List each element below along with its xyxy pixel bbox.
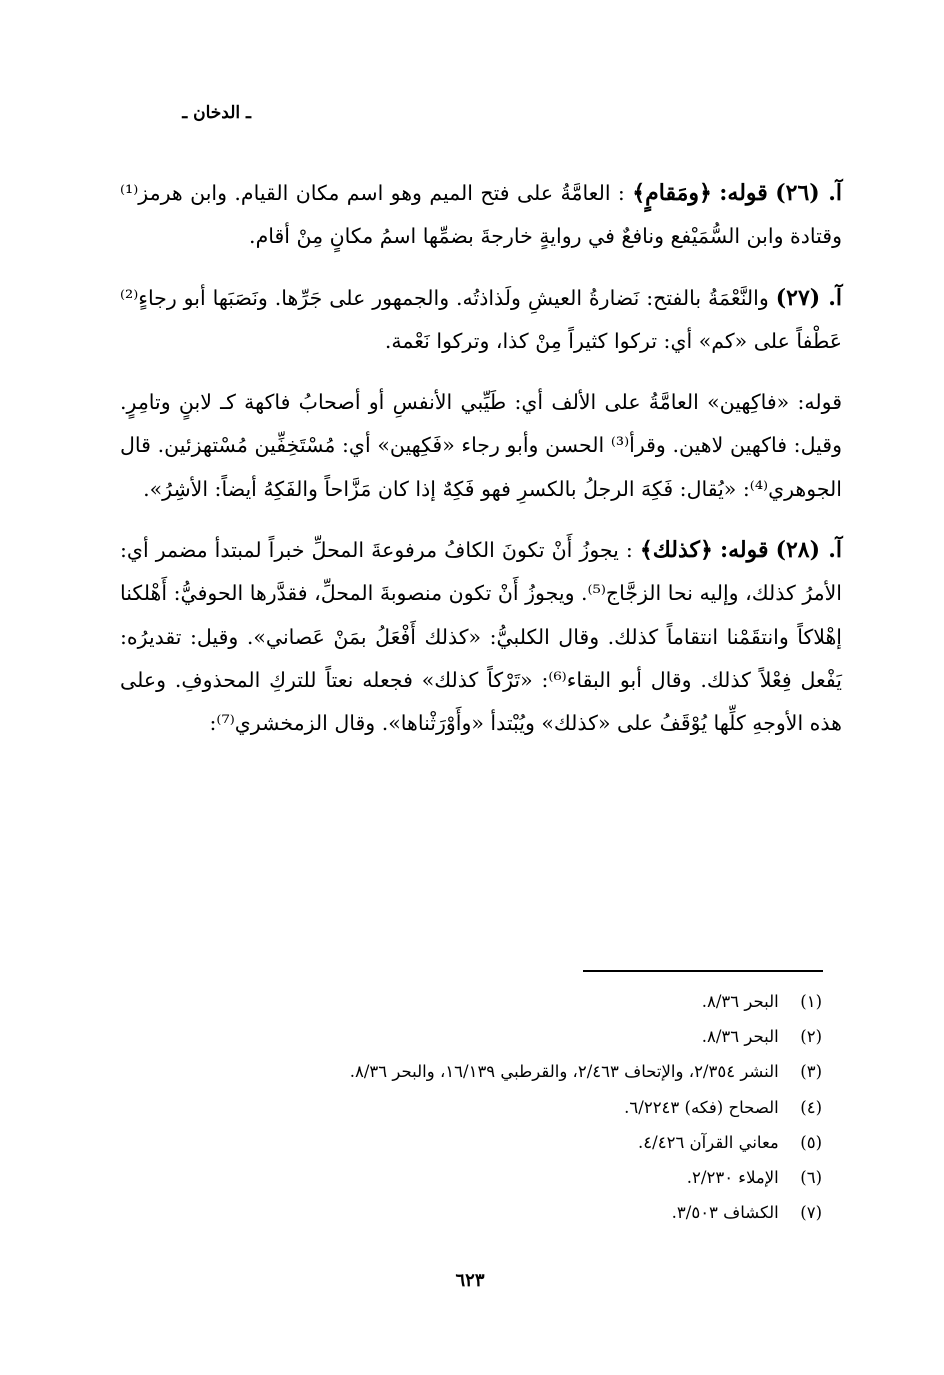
paragraph-fakihin <box>120 381 842 511</box>
footnote <box>150 1195 822 1230</box>
paragraph-28 <box>120 529 842 745</box>
paragraph-text: والنَّعْمَةُ بالفتح: نَضارةُ العيشِ ولَذاذتُه. والجمهور على جَرِّها. ونَصَبَها أبو رجاءٍ⁽²⁾ عَطْفاً على «كم» أي: تركوا كثيراً مِنْ كذا، وتركوا نَعْمة. <box>120 285 842 353</box>
footnote-text: البحر ٨/٣٦. <box>701 1027 779 1047</box>
footnote-number: (٥) <box>800 1132 822 1152</box>
footnote-number: (١) <box>800 992 822 1011</box>
footnote <box>150 1019 822 1054</box>
footnote-text: معاني القرآن ٤/٤٢٦. <box>638 1132 779 1152</box>
footnote-divider <box>583 970 823 972</box>
footnote <box>150 1054 822 1089</box>
footnote-text: الكشاف ٣/٥٠٣. <box>671 1203 779 1223</box>
verse-number: آ. (٢٦) <box>775 180 842 206</box>
footnote <box>150 1090 822 1125</box>
lead-word: قوله: <box>719 180 768 206</box>
footnote <box>150 1160 822 1195</box>
quranic-word: ﴿كذلك﴾ <box>639 537 713 564</box>
main-text <box>120 172 842 764</box>
paragraph-text: قوله: «فاكِهين» العامَّةُ على الألف أي: طَيِّبي الأنفسِ أو أصحابُ فاكهة كـ لابنٍ وتامِرٍ. وقيل: فاكهين لاهين. وقرأ⁽³⁾ الحسن وأبو رجاء «فَكِهين» أي: مُسْتَخِفِّين مُسْتهزئين. قال الجوهري⁽⁴⁾: «يُقال: فَكِهَ الرجلُ بالكسرِ فهو فَكِهٌ إذا كان مَزَّاحاً والفَكِهُ أيضاً: الأشِرُ». <box>120 390 842 501</box>
footnote-text: الصحاح (فكه) ٦/٢٢٤٣. <box>624 1097 779 1117</box>
footnote-number: (٧) <box>800 1203 822 1223</box>
paragraph-26 <box>120 172 842 259</box>
verse-number: آ. (٢٨) <box>775 537 842 564</box>
footnote-text: الإملاء ٢/٢٣٠. <box>686 1168 779 1188</box>
paragraph-text: : يجوزُ أَنْ تكونَ الكافُ مرفوعةَ المحلِّ خبراً لمبتدأ مضمر أي: الأمرُ كذلك، وإليه نحا الزجَّاج⁽⁵⁾. ويجوزُ أَنْ تكون منصوبةَ المحلِّ، فقدَّرها الحوفيُّ: أَهْلكنا إهْلاكاً وانتقَمْنا انتقاماً كذلك. وقال الكلبيُّ: «كذلك أَفْعَلُ بمَنْ عَصاني». وقيل: تقديرُه: يَفْعل فِعْلاً كذلك. وقال أبو البقاء⁽⁶⁾: «تَرْكاً كذلك» فجعله نعتاً للتركِ المحذوفِ. وعلى هذه الأوجهِ كلِّها يُوْقَفُ على «كذلك» ويُبْتدأ «وأَوْرَثْناها». وقال الزمخشري⁽⁷⁾: <box>120 538 842 736</box>
footnote <box>150 984 822 1019</box>
quranic-word: ﴿ومَقامٍ﴾ <box>632 180 712 206</box>
footnote-number: (٦) <box>800 1168 822 1188</box>
running-header: ـ الدخان ـ <box>182 103 251 123</box>
paragraph-text: : العامَّةُ على فتح الميم وهو اسم مكان القيام. وابن هرمز⁽¹⁾ وقتادة وابن السُّمَيْفع ونافعٌ في روايةٍ خارجةَ بضمِّها اسمُ مكانٍ مِنْ أقام. <box>120 181 842 249</box>
footnote-text: البحر ٨/٣٦. <box>701 992 779 1011</box>
footnote-text: النشر ٢/٣٥٤، والإتحاف ٢/٤٦٣، والقرطبي ١٦/١٣٩، والبحر ٨/٣٦. <box>349 1062 779 1082</box>
footnote <box>150 1125 822 1160</box>
verse-number: آ. (٢٧) <box>775 284 842 311</box>
footnote-number: (٢) <box>800 1027 822 1047</box>
paragraph-27 <box>120 277 842 364</box>
footnotes <box>150 984 822 1230</box>
page-number: ٦٢٣ <box>455 1270 485 1291</box>
lead-word: قوله: <box>719 537 769 564</box>
footnote-number: (٣) <box>800 1062 822 1082</box>
footnote-number: (٤) <box>800 1097 822 1117</box>
